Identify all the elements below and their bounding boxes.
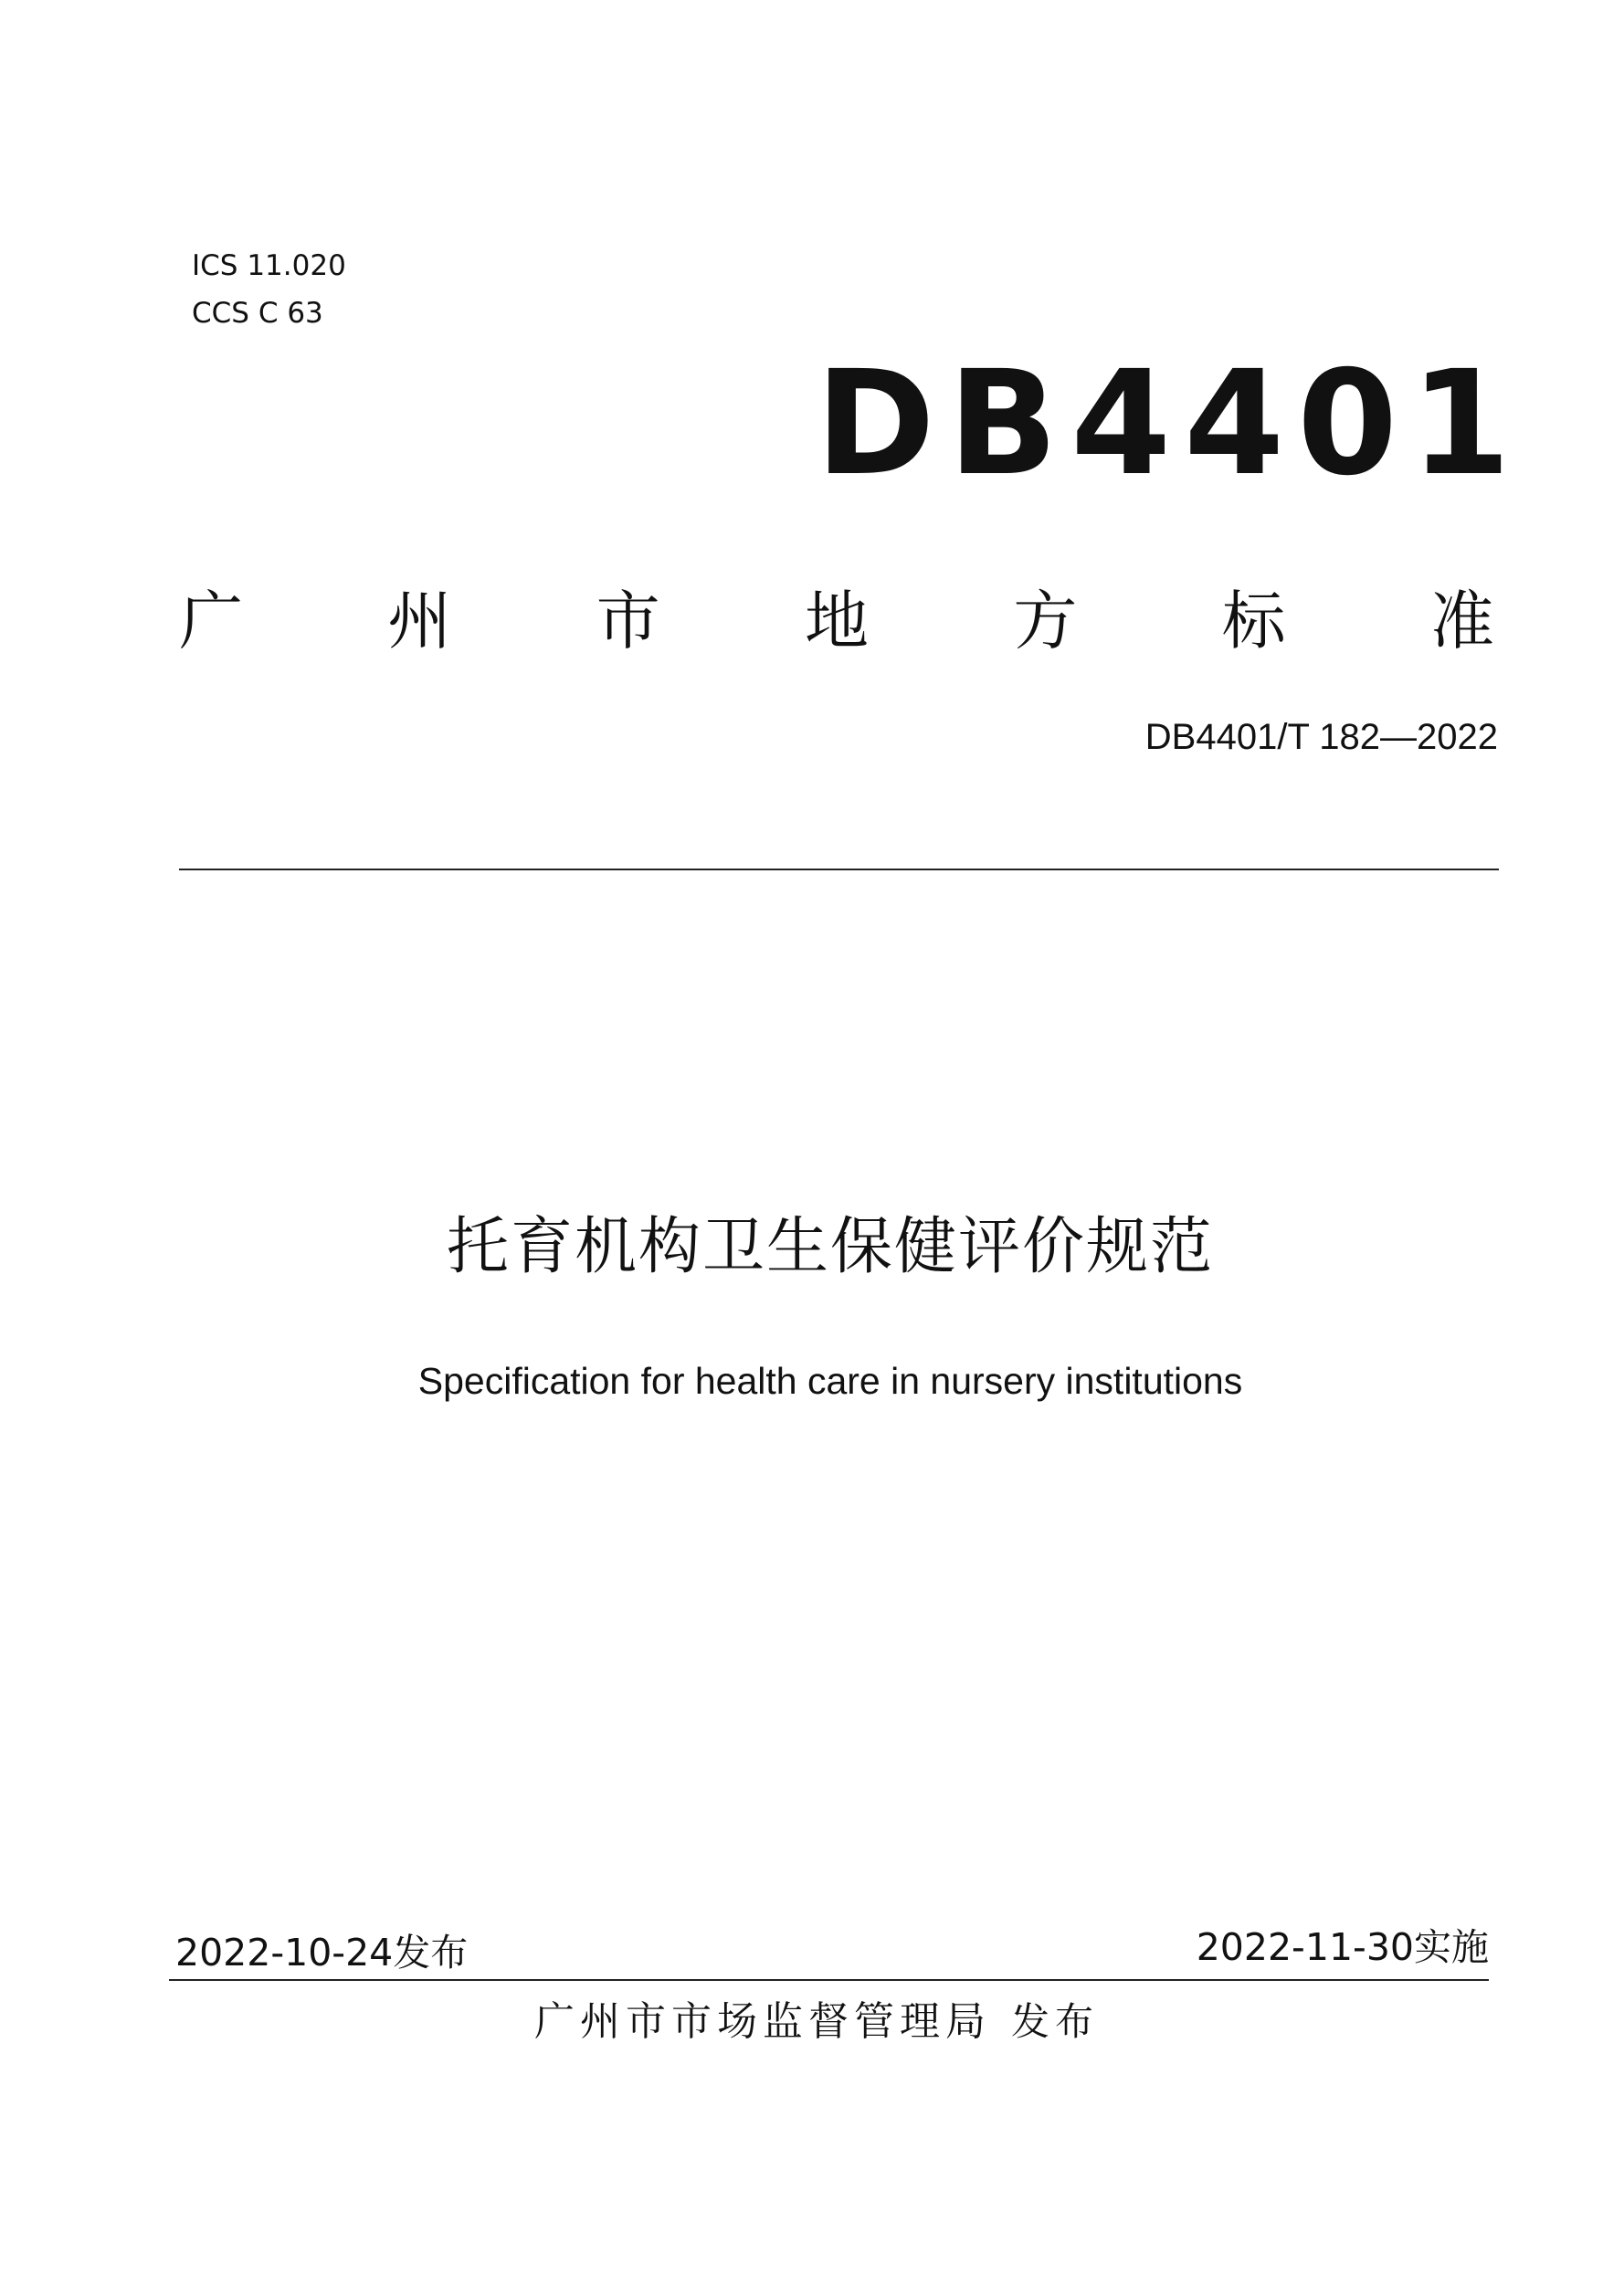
- standard-type-char: 方: [1013, 584, 1078, 658]
- standard-type-heading: [179, 584, 1494, 658]
- header-divider: [179, 869, 1499, 870]
- implement-date: 2022-11-30实施: [1196, 1925, 1489, 1969]
- footer-divider: [169, 1979, 1489, 1981]
- standard-code-heading: DB4401: [815, 340, 1524, 508]
- standard-type-char: 市: [596, 584, 660, 658]
- publisher-line: [0, 1998, 1624, 2047]
- standard-type-char: 广: [179, 584, 243, 658]
- standard-type-char: 州: [387, 584, 452, 658]
- publish-date: 2022-10-24发布: [175, 1931, 469, 1975]
- issue-label: 发布: [1010, 1999, 1099, 2044]
- standard-type-char: 地: [804, 584, 869, 658]
- ccs-code: CCS C 63: [192, 297, 323, 330]
- standard-type-char: 准: [1429, 584, 1494, 658]
- ics-code: ICS 11.020: [192, 249, 346, 282]
- standard-type-char: 标: [1221, 584, 1286, 658]
- document-title-english: Specification for health care in nursery institutions: [417, 1360, 1243, 1402]
- publisher-name: 广州市市场监督管理局: [533, 1998, 991, 2045]
- document-number: DB4401/T 182—2022: [1144, 717, 1498, 757]
- document-title-chinese: 托育机构卫生保健评价规范: [446, 1211, 1214, 1283]
